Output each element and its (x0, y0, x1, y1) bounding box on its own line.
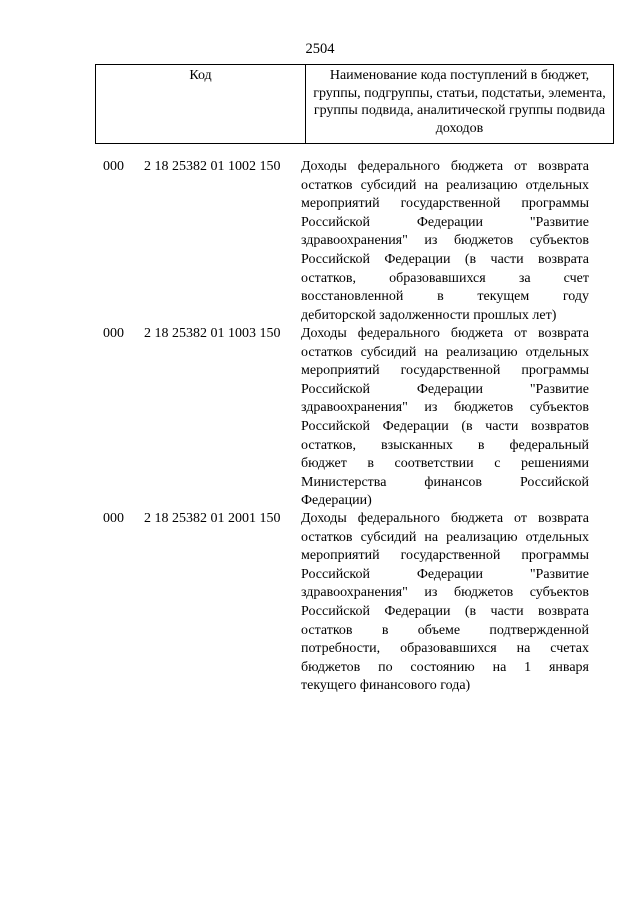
income-code: 2 18 25382 01 1003 150 (144, 326, 281, 341)
income-code: 2 18 25382 01 1002 150 (144, 159, 281, 174)
description-line: остатков, образовавшихся за счет (301, 270, 589, 286)
description-line: потребности, образовавшихся на счетах (301, 641, 589, 657)
description-line: Министерства финансов Российской (301, 474, 589, 490)
header-row (96, 65, 614, 144)
income-description (301, 325, 589, 511)
admin-code: 000 (103, 511, 124, 526)
description-line: остатков субсидий на реализацию отдельных (301, 177, 589, 193)
description-line: Федерации) (301, 493, 372, 509)
income-description (301, 158, 589, 325)
header-code-cell: Код (96, 65, 306, 144)
description-line: Российской Федерации "Развитие (301, 566, 589, 582)
description-line: восстановленной в текущем году (301, 289, 589, 305)
description-line: остатков субсидий на реализацию отдельных (301, 344, 589, 360)
description-line: здравоохранения" из бюджетов субъектов (301, 585, 589, 601)
description-line: текущего финансового года) (301, 678, 471, 694)
description-line: остатков в объеме подтвержденной (301, 622, 589, 638)
description-line: Российской Федерации (в части возврата (301, 603, 589, 619)
admin-code: 000 (103, 159, 124, 174)
description-line: Доходы федерального бюджета от возврата (301, 511, 589, 526)
description-line: остатков субсидий на реализацию отдельных (301, 529, 589, 545)
description-line: Российской Федерации (в части возвратов (301, 418, 589, 434)
description-line: здравоохранения" из бюджетов субъектов (301, 400, 589, 416)
description-line: Доходы федерального бюджета от возврата (301, 159, 589, 174)
income-code: 2 18 25382 01 2001 150 (144, 511, 281, 526)
description-line: Российской Федерации (в части возврата (301, 251, 589, 267)
header-table (95, 64, 614, 144)
description-line: мероприятий государственной программы (301, 196, 589, 212)
description-line: мероприятий государственной программы (301, 363, 589, 379)
description-line: мероприятий государственной программы (301, 548, 589, 564)
description-line: Доходы федерального бюджета от возврата (301, 326, 589, 341)
description-line: Российской Федерации "Развитие (301, 381, 589, 397)
admin-code: 000 (103, 326, 124, 341)
description-line: бюджет в соответствии с решениями (301, 456, 589, 472)
description-line: бюджетов по состоянию на 1 января (301, 659, 589, 675)
page-number: 2504 (305, 41, 335, 57)
description-line: дебиторской задолженности прошлых лет) (301, 307, 557, 323)
description-line: здравоохранения" из бюджетов субъектов (301, 233, 589, 249)
header-name-cell: Наименование кода поступлений в бюджет, группы, подгруппы, статьи, подстатьи, элемента, группы подвида, аналитической группы подвида доходов (306, 65, 614, 144)
description-line: остатков, взысканных в федеральный (301, 437, 589, 453)
income-description (301, 510, 589, 696)
description-line: Российской Федерации "Развитие (301, 214, 589, 230)
